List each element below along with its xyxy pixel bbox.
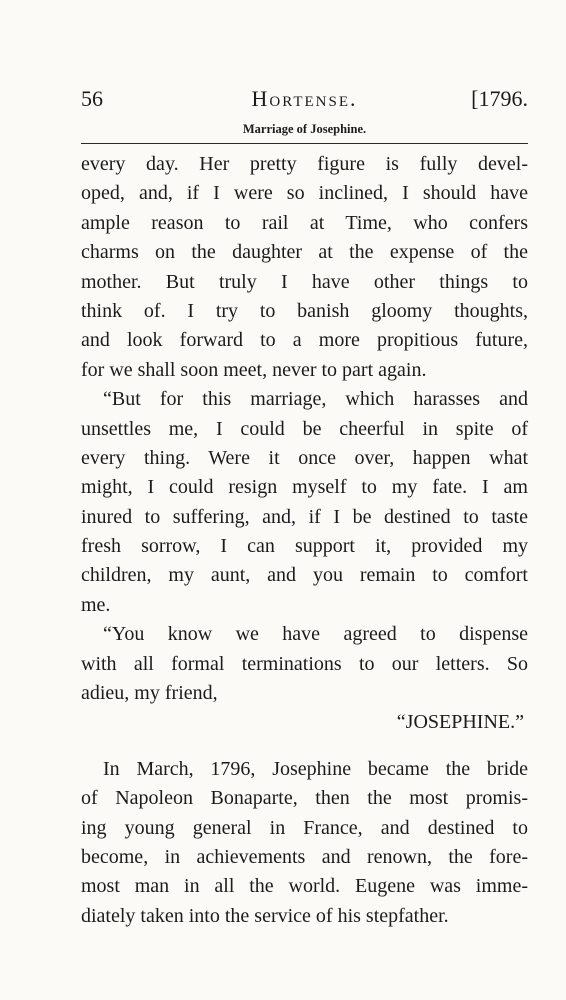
paragraph-gap (81, 738, 528, 755)
running-title: Hortense. (251, 86, 358, 111)
running-header (81, 81, 528, 117)
text-line: think of. I try to banish gloomy thoughts, (81, 299, 528, 322)
page-number: 56 (81, 86, 103, 111)
text-line: “You know we have agreed to dispense (103, 623, 528, 646)
text-line: charms on the daughter at the expense of the (81, 241, 528, 264)
text-line: diately taken into the service of his stepfather. (81, 904, 449, 927)
text-line: might, I could resign myself to my fate. I am (81, 476, 528, 499)
text-line: fresh sorrow, I can support it, provided my (81, 535, 528, 558)
section-subheading: Marriage of Josephine. (242, 122, 367, 136)
text-line: every day. Her pretty figure is fully devel- (81, 153, 528, 175)
text-line: ample reason to rail at Time, who confers (81, 211, 528, 234)
text-line: and look forward to a more propitious future, (81, 329, 528, 352)
text-line: become, in achievements and renown, the fore- (81, 845, 528, 868)
text-line: for we shall soon meet, never to part again. (81, 358, 427, 381)
text-line: most man in all the world. Eugene was imme- (81, 875, 528, 898)
text-line: mother. But truly I have other things to (81, 270, 528, 293)
text-line: “But for this marriage, which harasses and (103, 388, 528, 411)
text-line: unsettles me, I could be cheerful in spite of (81, 417, 528, 440)
text-line: adieu, my friend, (81, 682, 218, 705)
text-line: inured to suffering, and, if I be destined to taste (81, 505, 528, 528)
text-line: children, my aunt, and you remain to comfort (81, 564, 528, 587)
body-text (81, 150, 528, 931)
text-line: with all formal terminations to our letters. So (81, 652, 528, 675)
text-line: of Napoleon Bonaparte, then the most promis- (81, 787, 528, 810)
text-line: In March, 1796, Josephine became the bride (103, 757, 528, 780)
text-line: me. (81, 593, 111, 616)
letter-signature: “JOSEPHINE.” (396, 711, 524, 734)
header-year: [1796. (471, 86, 528, 111)
text-line: oped, and, if I were so inclined, I should have (81, 182, 528, 205)
text-line: ing young general in France, and destined to (81, 816, 528, 839)
header-rule (81, 143, 528, 144)
text-line: every thing. Were it once over, happen what (81, 446, 528, 469)
